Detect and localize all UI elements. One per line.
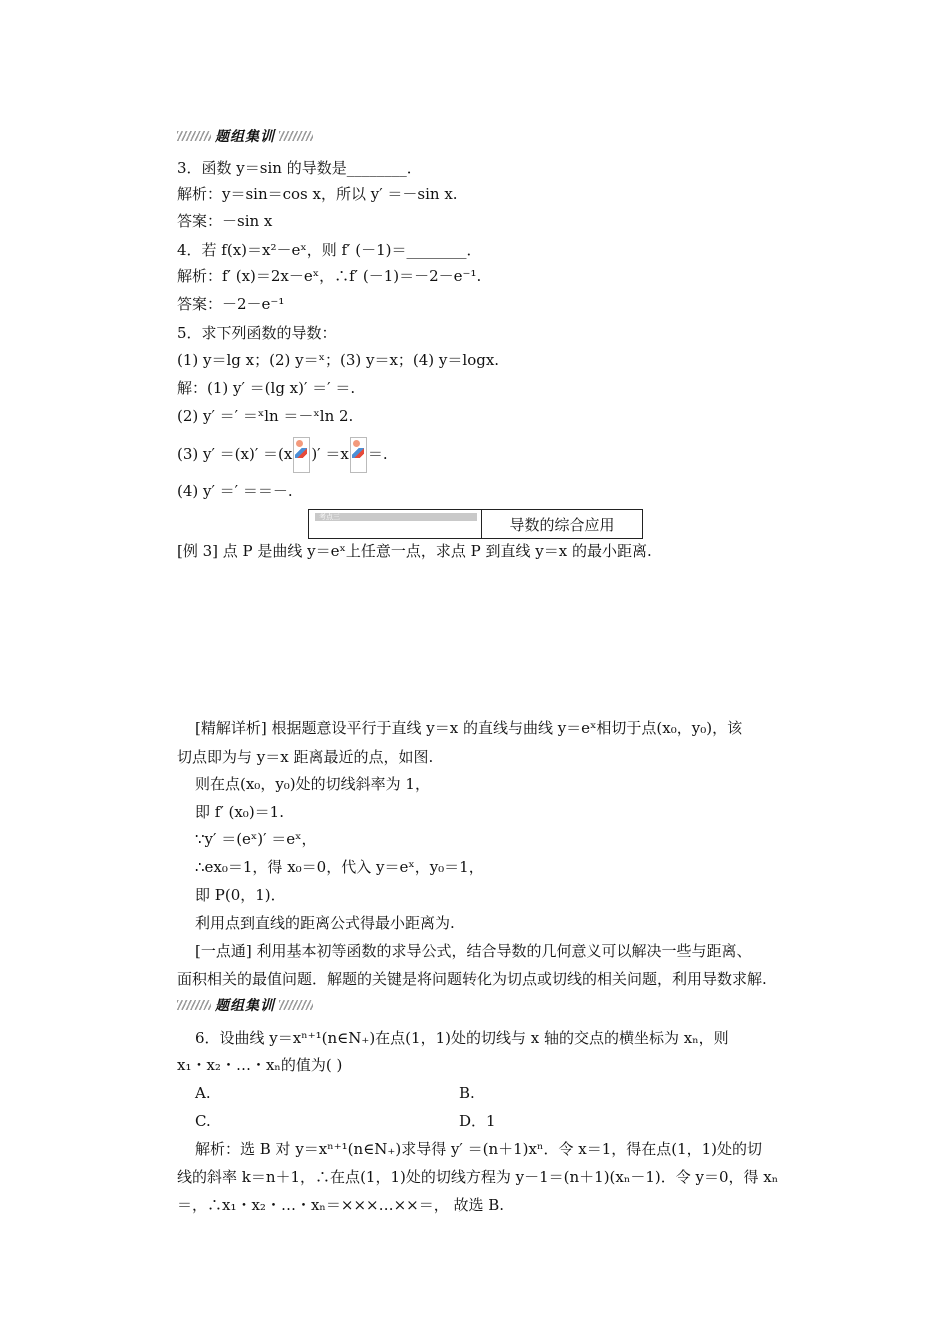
question-4: 4．若 f(x)＝x²－eˣ，则 f′ (－1)＝________．: [177, 241, 482, 259]
option-d: D．1: [459, 1112, 496, 1130]
analysis-3: 解析：y＝sin＝cos x，所以 y′ ＝－sin x.: [177, 185, 458, 203]
hatch-decoration: [279, 1000, 313, 1010]
analysis-6-line-1: 解析：选 B 对 y＝xⁿ⁺¹(n∈N₊)求导得 y′ ＝(n＋1)xⁿ．令 x＝1，得在点(1，1)处的切: [195, 1140, 763, 1158]
solution-5-3-part-c: ＝.: [367, 445, 388, 463]
solution-5-3-part-b: )′ ＝x: [311, 445, 349, 463]
question-5-parts: (1) y＝lg x；(2) y＝ˣ；(3) y＝x；(4) y＝logx.: [177, 351, 500, 369]
answer-4: 答案：－2－e⁻¹: [177, 295, 285, 313]
question-3: 3．函数 y＝sin 的导数是________．: [177, 159, 422, 177]
section-header-box: [308, 509, 643, 539]
analysis-6-line-3: ＝，∴x₁・x₂・…・xₙ＝×××…××＝， 故选 B.: [177, 1196, 505, 1214]
solution-5-1: 解：(1) y′ ＝(lg x)′ ＝′ ＝.: [177, 379, 356, 397]
solution-line-4: 即 f′ (x₀)＝1.: [195, 803, 284, 821]
option-c: C.: [195, 1112, 211, 1130]
option-b: B.: [459, 1084, 475, 1102]
section-banner: [177, 997, 313, 1013]
hatch-decoration: [177, 1000, 211, 1010]
option-a: A.: [195, 1084, 211, 1102]
broken-image-icon: [293, 437, 310, 473]
banner-text: 题组集训: [215, 129, 275, 145]
solution-line-8: 利用点到直线的距离公式得最小距离为.: [195, 914, 455, 932]
section-banner: [177, 128, 313, 144]
analysis-6-line-2: 线的斜率 k＝n＋1，∴在点(1，1)处的切线方程为 y－1＝(n＋1)(xₙ－1)．令 y＝0，得 xₙ: [177, 1168, 779, 1186]
solution-line-5: ∵y′ ＝(eˣ)′ ＝eˣ，: [195, 830, 317, 848]
question-5: 5．求下列函数的导数：: [177, 324, 337, 342]
hatch-decoration: [177, 131, 211, 141]
solution-5-3: [177, 436, 388, 473]
section-title: 导数的综合应用: [509, 515, 615, 534]
section-tag-cell: [309, 510, 482, 538]
solution-line-3: 则在点(x₀，y₀)处的切线斜率为 1，: [195, 775, 430, 793]
solution-line-6: ∴ex₀＝1，得 x₀＝0，代入 y＝eˣ，y₀＝1，: [195, 858, 484, 876]
section-tag: 考点三: [319, 513, 340, 521]
question-6: 6．设曲线 y＝xⁿ⁺¹(n∈N₊)在点(1，1)处的切线与 x 轴的交点的横坐标为 xₙ，则: [195, 1029, 729, 1047]
answer-3: 答案：－sin x: [177, 212, 273, 230]
banner-text: 题组集训: [215, 998, 275, 1014]
solution-line-1: [精解详析] 根据题意设平行于直线 y＝x 的直线与曲线 y＝eˣ相切于点(x₀，y₀)，该: [195, 719, 743, 737]
tip-line-2: 面积相关的最值问题．解题的关键是将问题转化为切点或切线的相关问题，利用导数求解.: [177, 970, 767, 988]
broken-image-icon: [350, 437, 367, 473]
example-3: [例 3] 点 P 是曲线 y＝eˣ上任意一点，求点 P 到直线 y＝x 的最小距离.: [177, 542, 652, 560]
solution-5-3-part-a: (3) y′ ＝(x)′ ＝(x: [177, 445, 293, 463]
solution-line-7: 即 P(0，1)．: [195, 886, 286, 904]
analysis-4: 解析：f′ (x)＝2x－eˣ，∴f′ (－1)＝－2－e⁻¹.: [177, 267, 482, 285]
hatch-decoration: [279, 131, 313, 141]
solution-line-2: 切点即为与 y＝x 距离最近的点，如图.: [177, 748, 434, 766]
question-6-cont: x₁・x₂・…・xₙ的值为( ): [177, 1056, 343, 1074]
solution-5-2: (2) y′ ＝′ ＝ˣln ＝－ˣln 2.: [177, 407, 354, 425]
tip-line-1: [一点通] 利用基本初等函数的求导公式，结合导数的几何意义可以解决一些与距离、: [195, 942, 752, 960]
solution-5-4: (4) y′ ＝′ ＝＝－.: [177, 482, 293, 500]
